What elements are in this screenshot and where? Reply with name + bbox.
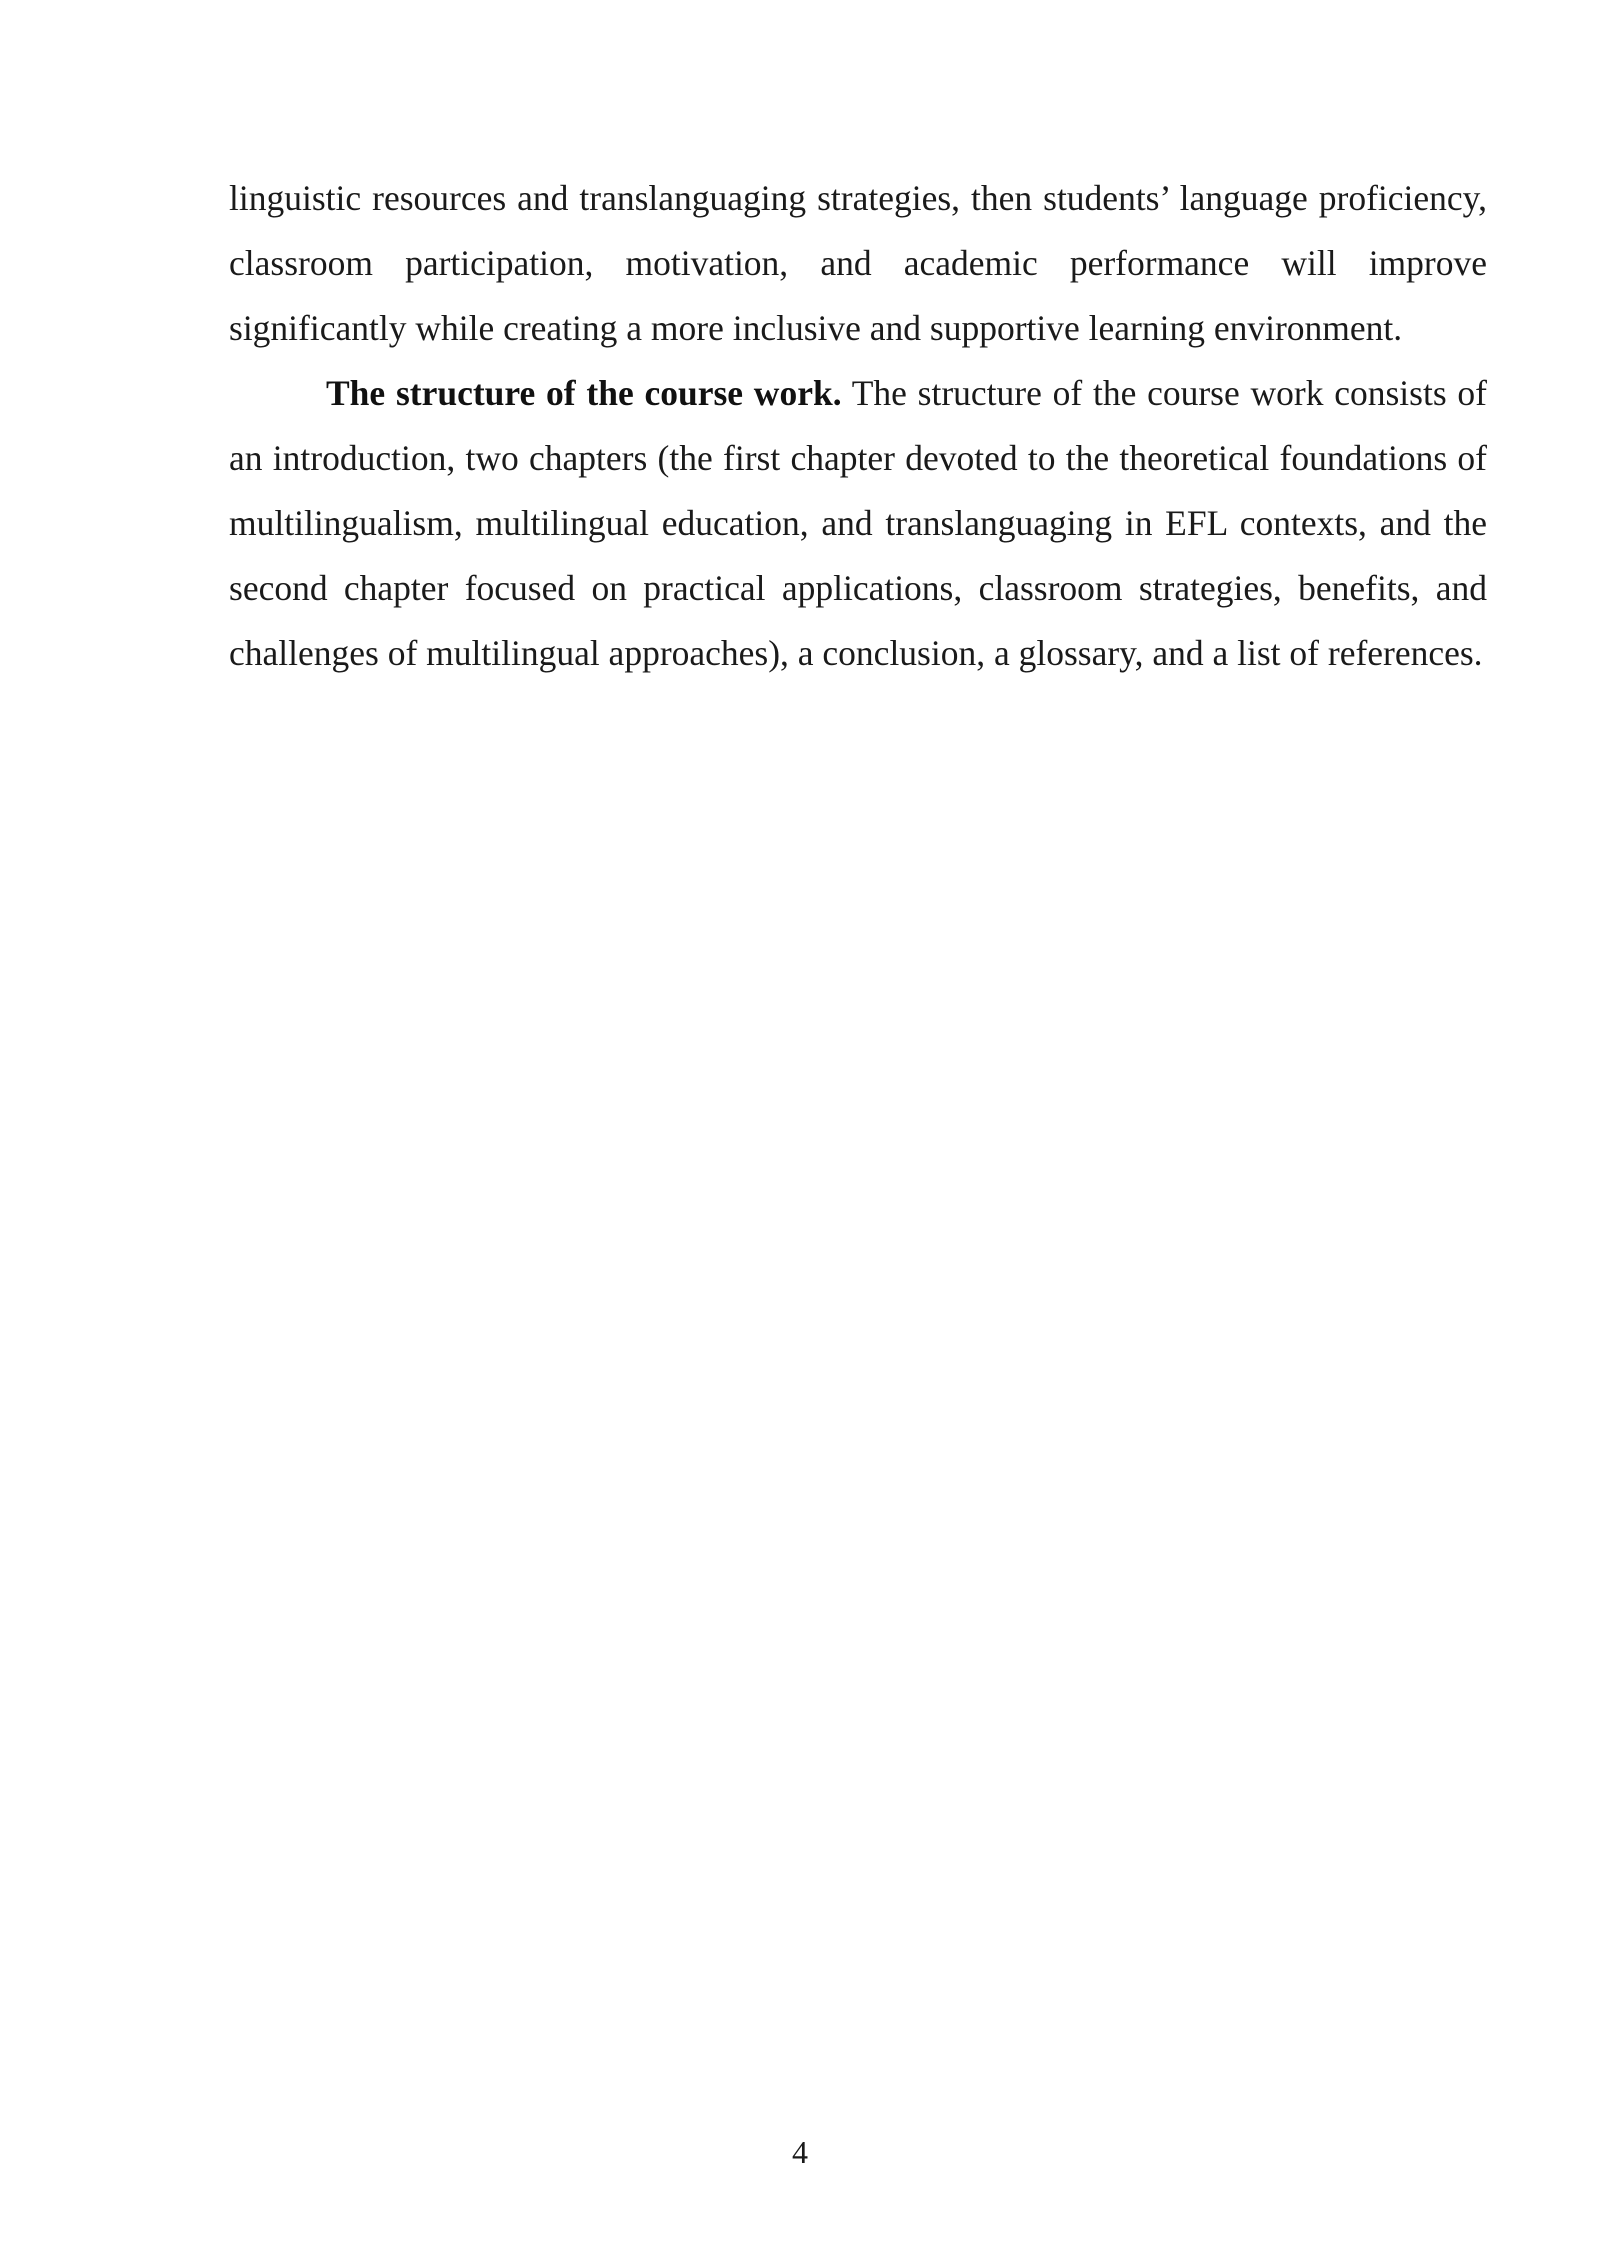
page-number: 4 (792, 2134, 808, 2170)
paragraph-heading: The structure of the course work. (326, 373, 842, 413)
paragraph-text: linguistic resources and translanguaging strategies, then students’ language proficiency, classroom participation, motivation, and academic performance will improve significantly while creating a more inclusive and supportive learning environment. (229, 178, 1487, 348)
paragraph-continuation (229, 166, 1487, 361)
paragraph-structure (229, 361, 1487, 686)
document-body (229, 166, 1487, 686)
paragraph-text: The structure of the course work consists of an introduction, two chapters (the first chapter devoted to the theoretical foundations of multilingualism, multilingual education, and translanguaging in EFL contexts, and the second chapter focused on practical applications, classroom strategies, benefits, and challenges of multilingual approaches), a conclusion, a glossary, and a list of references. (229, 373, 1487, 673)
